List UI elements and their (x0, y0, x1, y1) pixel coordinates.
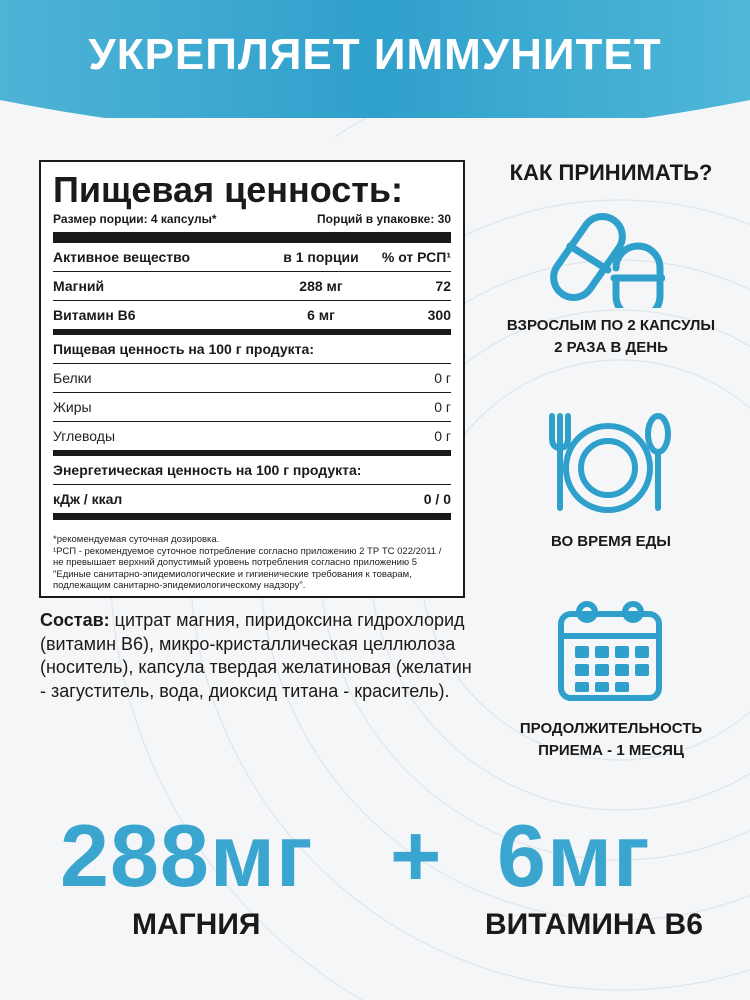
energy-title: Энергетическая ценность на 100 г продукта: (53, 462, 362, 478)
nutrition-title: Пищевая ценность: (53, 169, 404, 210)
energy-name: кДж / ккал (53, 491, 123, 507)
per100-title: Пищевая ценность на 100 г продукта: (53, 341, 314, 357)
caption-line: ВЗРОСЛЫМ ПО 2 КАПСУЛЫ (506, 317, 716, 334)
column-header: Активное вещество (53, 249, 191, 265)
active-pct: 300 (427, 307, 451, 323)
table-row (53, 485, 451, 514)
nutrient-name: Жиры (53, 399, 92, 415)
meal-caption (476, 531, 746, 553)
b6-amount: 6мг (497, 806, 651, 905)
footnote: не превышает верхний допустимый уровень потребления согласно приложению 5 (53, 557, 418, 568)
active-name: Магний (53, 278, 105, 294)
footnotes (53, 534, 451, 592)
b6-label: ВИТАМИНА B6 (485, 908, 703, 941)
servings-per-pack: Порций в упаковке: 30 (317, 212, 451, 226)
table-row (53, 422, 451, 451)
footnote: "Единые санитарно-эпидемиологические и гигиенические требования к товарам, (53, 568, 412, 580)
thick-divider (53, 232, 451, 243)
column-header: в 1 порции (283, 249, 359, 265)
active-amount: 6 мг (307, 307, 335, 323)
active-amount: 288 мг (299, 278, 343, 294)
header-wave (0, 80, 750, 160)
caption-line: ПРОДОЛЖИТЕЛЬНОСТЬ (519, 720, 703, 737)
composition-label: Состав: (40, 610, 110, 630)
nutrient-name: Белки (53, 370, 92, 386)
section-header-row (53, 456, 451, 485)
nutrition-facts-panel (39, 160, 465, 598)
active-name: Витамин B6 (53, 307, 136, 323)
duration-caption (476, 718, 746, 762)
thick-divider (53, 514, 451, 520)
energy-value: 0 / 0 (423, 491, 451, 507)
table-row (53, 393, 451, 422)
page-title: УКРЕПЛЯЕТ ИММУНИТЕТ (88, 30, 662, 79)
magnesium-label: МАГНИЯ (132, 908, 261, 941)
serving-info (53, 212, 451, 226)
footnote: подлежащим санитарно-эпидемиологическому надзору". (53, 580, 306, 591)
capsule-icon (550, 208, 665, 308)
active-pct: 72 (435, 278, 451, 294)
composition-text: цитрат магния, пиридоксина гидрохлорид (витамин B6), микро-кристаллическая целлюлоза (носитель), капсула твердая желатиновая (желатин - загуститель, вода, диоксид титана - краситель). (40, 610, 472, 701)
magnesium-amount: 288мг (60, 806, 314, 905)
serving-size: Размер порции: 4 капсулы* (53, 212, 217, 226)
footnote: ¹РСП - рекомендуемое суточное потребление согласно приложению 2 ТР ТС 022/2011 / (53, 545, 442, 557)
header-banner (0, 0, 750, 118)
caption-line: ВО ВРЕМЯ ЕДЫ (551, 533, 671, 550)
plate-icon (540, 408, 675, 518)
footnote: *рекомендуемая суточная дозировка. (53, 534, 220, 545)
section-header-row (53, 335, 451, 364)
nutrient-value: 0 г (434, 399, 451, 415)
column-header: % от РСП¹ (381, 249, 451, 265)
table-row (53, 272, 451, 301)
table-row (53, 364, 451, 393)
table-header-row (53, 243, 451, 272)
how-to-title: КАК ПРИНИМАТЬ? (509, 160, 713, 185)
calendar-icon (555, 598, 665, 703)
nutrient-value: 0 г (434, 428, 451, 444)
table-row (53, 301, 451, 330)
plus-sign: + (390, 806, 443, 905)
nutrient-value: 0 г (434, 370, 451, 386)
composition (40, 609, 480, 703)
caption-line: 2 РАЗА В ДЕНЬ (554, 339, 668, 356)
nutrient-name: Углеводы (53, 428, 116, 444)
dosage-caption (476, 315, 746, 359)
caption-line: ПРИЕМА - 1 МЕСЯЦ (538, 742, 684, 759)
